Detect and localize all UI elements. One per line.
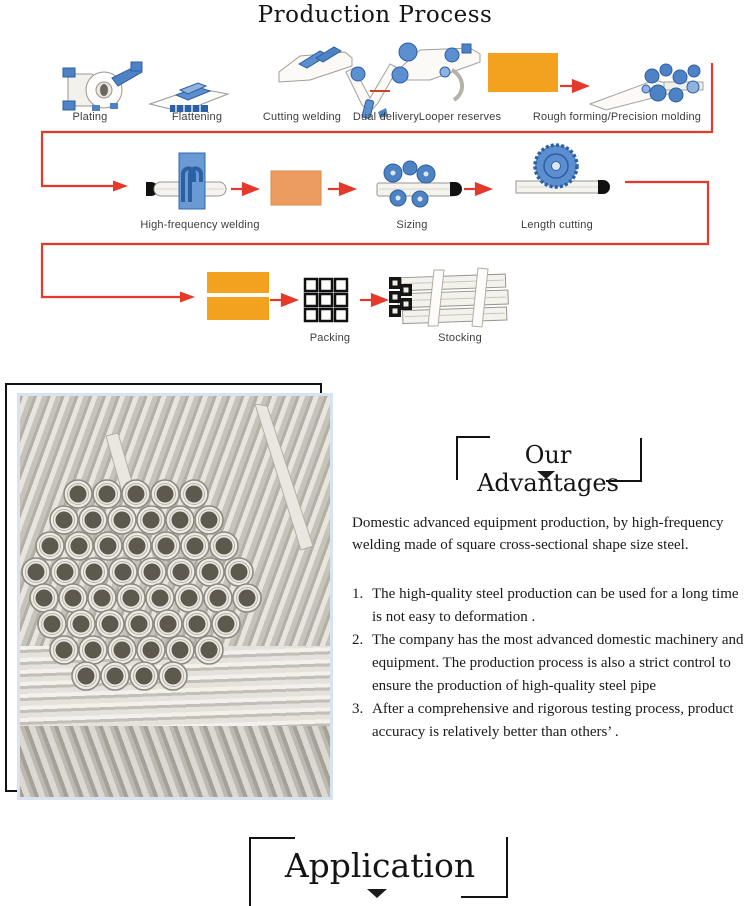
- strip-block-light: [271, 171, 321, 205]
- stage-label-sizing: Sizing: [396, 219, 428, 231]
- photo-frame-left: [5, 383, 7, 792]
- stage-label-dual-delivery: Dual delivery: [352, 111, 420, 123]
- app-bracket-right: [506, 837, 508, 898]
- item-number: 1.: [352, 586, 364, 602]
- flow-connector-1: [42, 63, 712, 186]
- item-text: The company has the most advanced domestic machinery and equipment. The production process is also a strict control to ensure the production of high-quality steel pipe: [372, 632, 744, 694]
- app-bracket-top: [249, 837, 295, 839]
- flow-connector-2: [42, 182, 708, 297]
- app-bracket-left: [249, 837, 251, 906]
- advantages-list: [352, 583, 750, 744]
- stage-label-length-cutting: Length cutting: [521, 219, 593, 231]
- application-heading: Application: [284, 846, 476, 885]
- stage-label-flattening: Flattening: [171, 111, 223, 123]
- advantages-intro: Domestic advanced equipment production, by high-frequency welding made of square cross-sectional shape size steel.: [352, 515, 724, 553]
- flattening-icon: [150, 83, 228, 112]
- pipe-bundle-overlay: [20, 396, 330, 797]
- adv-bracket-top: [456, 436, 490, 438]
- rough-forming-icon: [590, 64, 703, 110]
- length-cutting-icon: [516, 145, 610, 194]
- advantage-item: [352, 583, 750, 629]
- strip-block: [207, 272, 269, 293]
- advantages-heading: Our Advantages: [477, 441, 619, 497]
- triangle-down-icon: [537, 471, 555, 479]
- stage-label-stocking: Stocking: [438, 332, 482, 344]
- item-text: The high-quality steel production can be used for a long time is not easy to deformation .: [372, 586, 739, 625]
- triangle-down-icon: [367, 889, 387, 898]
- packing-icon: [305, 279, 347, 321]
- item-text: After a comprehensive and rigorous testing process, product accuracy is relatively better than others’ .: [372, 701, 734, 740]
- strap: [255, 404, 313, 550]
- high-frequency-welding-icon: [146, 153, 226, 209]
- sizing-icon: [377, 161, 462, 207]
- stage-label-high-frequency-welding: High-frequency welding: [140, 219, 260, 231]
- flow-arrowhead: [113, 181, 128, 192]
- mill-line-icon: [279, 43, 480, 119]
- page-title: Production Process: [257, 2, 493, 28]
- advantage-item: [352, 629, 750, 698]
- strip-block: [488, 53, 558, 92]
- process-flow-diagram: [0, 0, 750, 370]
- advantage-item: [352, 698, 750, 744]
- app-bracket-bottom: [461, 896, 508, 898]
- stage-label-plating: Plating: [72, 111, 108, 123]
- item-number: 3.: [352, 701, 364, 717]
- stage-label-cutting-welding: Cutting welding: [262, 111, 342, 123]
- stage-label-looper-reserves: Looper reserves: [418, 111, 502, 123]
- stage-label-rough-forming: Rough forming/Precision molding: [532, 111, 702, 123]
- pipe-ends-cluster: [22, 480, 261, 690]
- stage-label-packing: Packing: [309, 332, 351, 344]
- steel-pipes-photo: [17, 393, 333, 800]
- flow-arrowhead: [180, 292, 195, 303]
- plating-icon: [63, 62, 142, 111]
- strip-block: [207, 297, 269, 320]
- photo-frame-top: [5, 383, 322, 385]
- stocking-icon: [389, 268, 509, 327]
- item-number: 2.: [352, 632, 364, 648]
